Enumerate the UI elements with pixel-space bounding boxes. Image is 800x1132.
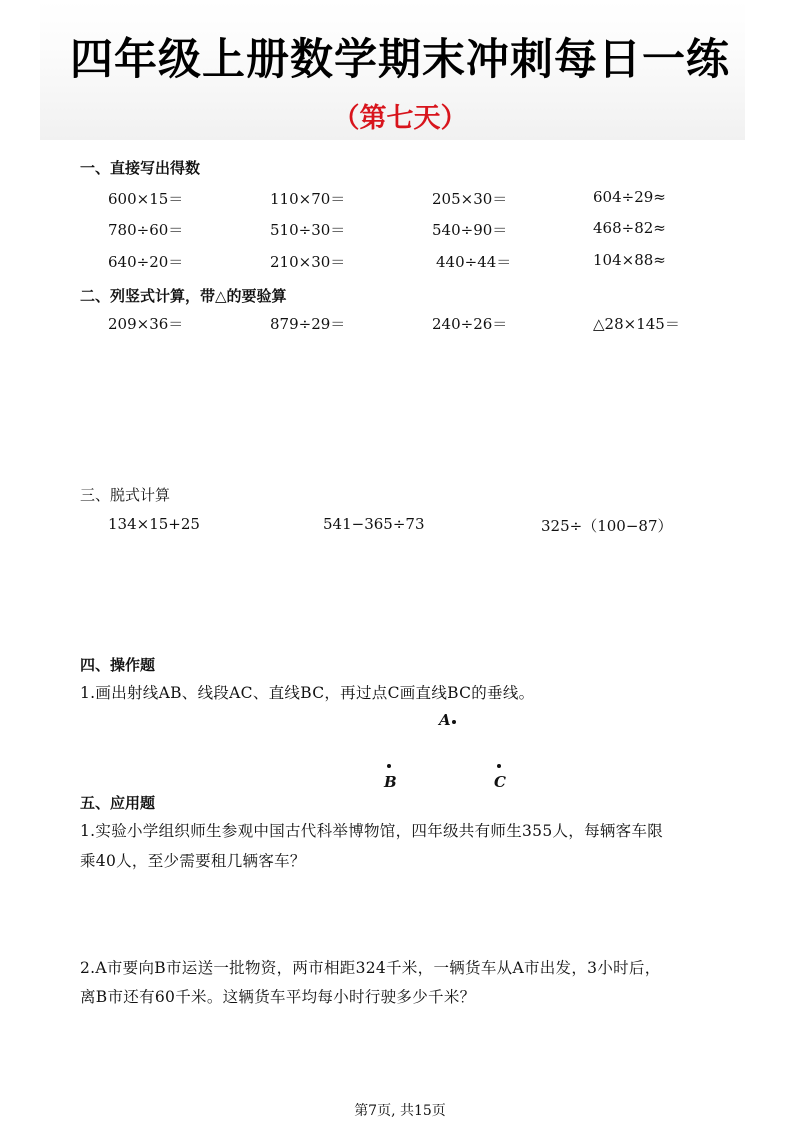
page-subtitle: （第七天）: [332, 103, 468, 134]
oral-calc-item: 205×30＝: [432, 190, 508, 208]
oral-calc-item: 104×88≈: [593, 251, 666, 269]
oral-calc-item: 604÷29≈: [593, 188, 666, 206]
vertical-calc-item: 879÷29＝: [270, 315, 346, 333]
section-3-heading: 三、脱式计算: [80, 486, 171, 504]
oral-calc-item: 110×70＝: [270, 190, 346, 208]
vertical-calc-item: △28×145＝: [593, 315, 680, 333]
stepwise-calc-item: 325÷（100−87）: [541, 517, 673, 535]
section-1-heading: 一、直接写出得数: [80, 159, 201, 177]
operation-question-1: 1.画出射线AB、线段AC、直线BC，再过点C画直线BC的垂线。: [80, 684, 535, 702]
oral-calc-item: 600×15＝: [108, 190, 184, 208]
section-2-heading: 二、列竖式计算，带△的要验算: [80, 287, 287, 305]
vertical-calc-item: 209×36＝: [108, 315, 184, 333]
oral-calc-item: 210×30＝: [270, 253, 346, 271]
point-a-label: A: [439, 711, 451, 729]
page-title: 四年级上册数学期末冲刺每日一练: [70, 35, 730, 85]
stepwise-calc-item: 134×15+25: [108, 515, 200, 533]
word-problem-2-line-1: 2.A市要向B市运送一批物资，两市相距324千米，一辆货车从A市出发，3小时后，: [80, 959, 661, 977]
oral-calc-item: 780÷60＝: [108, 221, 184, 239]
stepwise-calc-item: 541−365÷73: [323, 515, 425, 533]
vertical-calc-item: 240÷26＝: [432, 315, 508, 333]
oral-calc-item: 510÷30＝: [270, 221, 346, 239]
oral-calc-item: 440÷44＝: [436, 253, 512, 271]
page-footer: 第7页, 共15页: [354, 1103, 446, 1119]
point-b-dot: [387, 764, 391, 768]
oral-calc-item: 640÷20＝: [108, 253, 184, 271]
point-a-dot: [452, 720, 456, 724]
word-problem-1-line-1: 1.实验小学组织师生参观中国古代科举博物馆，四年级共有师生355人，每辆客车限: [80, 822, 664, 840]
word-problem-1-line-2: 乘40人，至少需要租几辆客车？: [80, 852, 306, 870]
point-c-label: C: [494, 773, 506, 791]
oral-calc-item: 540÷90＝: [432, 221, 508, 239]
point-b-label: B: [384, 773, 397, 791]
section-4-heading: 四、操作题: [80, 656, 156, 674]
oral-calc-item: 468÷82≈: [593, 219, 666, 237]
point-c-dot: [497, 764, 501, 768]
section-5-heading: 五、应用题: [80, 794, 156, 812]
word-problem-2-line-2: 离B市还有60千米。这辆货车平均每小时行驶多少千米？: [80, 988, 476, 1006]
